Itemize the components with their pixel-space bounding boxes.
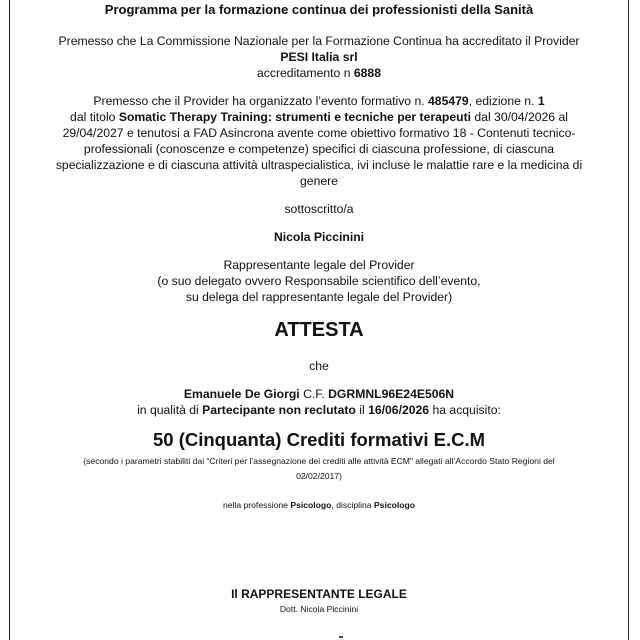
discipline-prefix: , disciplina	[331, 500, 372, 510]
signer-label: sottoscritto/a	[284, 202, 354, 216]
event-line-5: specializzazione e di ciascuna attività ultraspecialistica, ivi incluse le malattie rare e la medicina di	[55, 158, 583, 172]
credits-note-2: 02/02/2017)	[296, 471, 342, 481]
event-line-6: genere	[300, 174, 338, 188]
cf-value: DGRMNL96E24E506N	[328, 387, 455, 401]
edition-number: 1	[537, 94, 545, 108]
signature-name: Dott. Nicola Piccinini	[279, 604, 359, 614]
participant-type: Partecipante non reclutato	[202, 403, 356, 417]
event-line-1	[10, 93, 628, 109]
accreditation-statement: Premesso che La Commissione Nazionale per la Formazione Continua ha accreditato il Provider	[58, 34, 580, 48]
attesta-heading: ATTESTA	[274, 319, 364, 341]
participation-line	[10, 402, 628, 418]
profession-value: Psicologo	[290, 500, 332, 510]
signer-name: Nicola Piccinini	[273, 230, 365, 244]
provider-name: PESI Italia srl	[280, 50, 358, 64]
event-line-4: professionali (conoscenze e competenze) specifici di ciascuna professione, di ciascuna	[83, 142, 555, 156]
credits-note-1: (secondo i parametri stabiliti dai “Criteri per l’assegnazione dei crediti alle attività ECM” allegati all’Accordo Stato Regioni del	[83, 456, 555, 466]
date-prefix: il	[359, 403, 365, 417]
participation-date: 16/06/2026	[368, 403, 430, 417]
signer-role-3: su delega del rappresentante legale del Provider)	[185, 290, 453, 304]
signature-mark	[339, 636, 343, 638]
signer-role-2: (o suo delegato ovvero Responsabile scientifico dell’evento,	[157, 274, 481, 288]
profession-prefix: nella professione	[222, 500, 288, 510]
provider-name-line	[10, 49, 628, 65]
quality-prefix: in qualità di	[137, 403, 199, 417]
event-title: Somatic Therapy Training: strumenti e tecniche per terapeuti	[118, 110, 472, 124]
acquired-text: ha acquisito:	[432, 403, 501, 417]
edition-prefix: , edizione n.	[468, 94, 535, 108]
event-date-from: dal 30/04/2026 al	[474, 110, 568, 124]
accreditation-number: 6888	[353, 66, 381, 80]
profession-line	[10, 499, 628, 512]
signer-name-line	[10, 229, 628, 245]
cf-label: C.F.	[303, 387, 325, 401]
participant-line	[10, 386, 628, 402]
program-title: Programma per la formazione continua dei professionisti della Sanità	[104, 2, 534, 17]
che-text: che	[309, 359, 329, 373]
event-number: 485479	[428, 94, 469, 108]
event-title-prefix: dal titolo	[70, 110, 116, 124]
credits-heading: 50 (Cinquanta) Crediti formativi E.C.M	[152, 429, 485, 450]
event-prefix: Premesso che il Provider ha organizzato l’evento formativo n.	[93, 94, 425, 108]
event-line-3: 29/04/2027 e tenutosi a FAD Asincrona avente come obiettivo formativo 18 - Contenuti tecnico-	[62, 126, 576, 140]
signature-title: Il RAPPRESENTANTE LEGALE	[231, 587, 407, 601]
accreditation-number-line	[10, 65, 628, 81]
right-border-line	[628, 0, 629, 640]
accreditation-prefix: accreditamento n	[256, 66, 351, 80]
event-line-2	[10, 109, 628, 125]
discipline-value: Psicologo	[373, 500, 416, 510]
participant-name: Emanuele De Giorgi	[183, 387, 300, 401]
signer-role-1: Rappresentante legale del Provider	[223, 258, 415, 272]
